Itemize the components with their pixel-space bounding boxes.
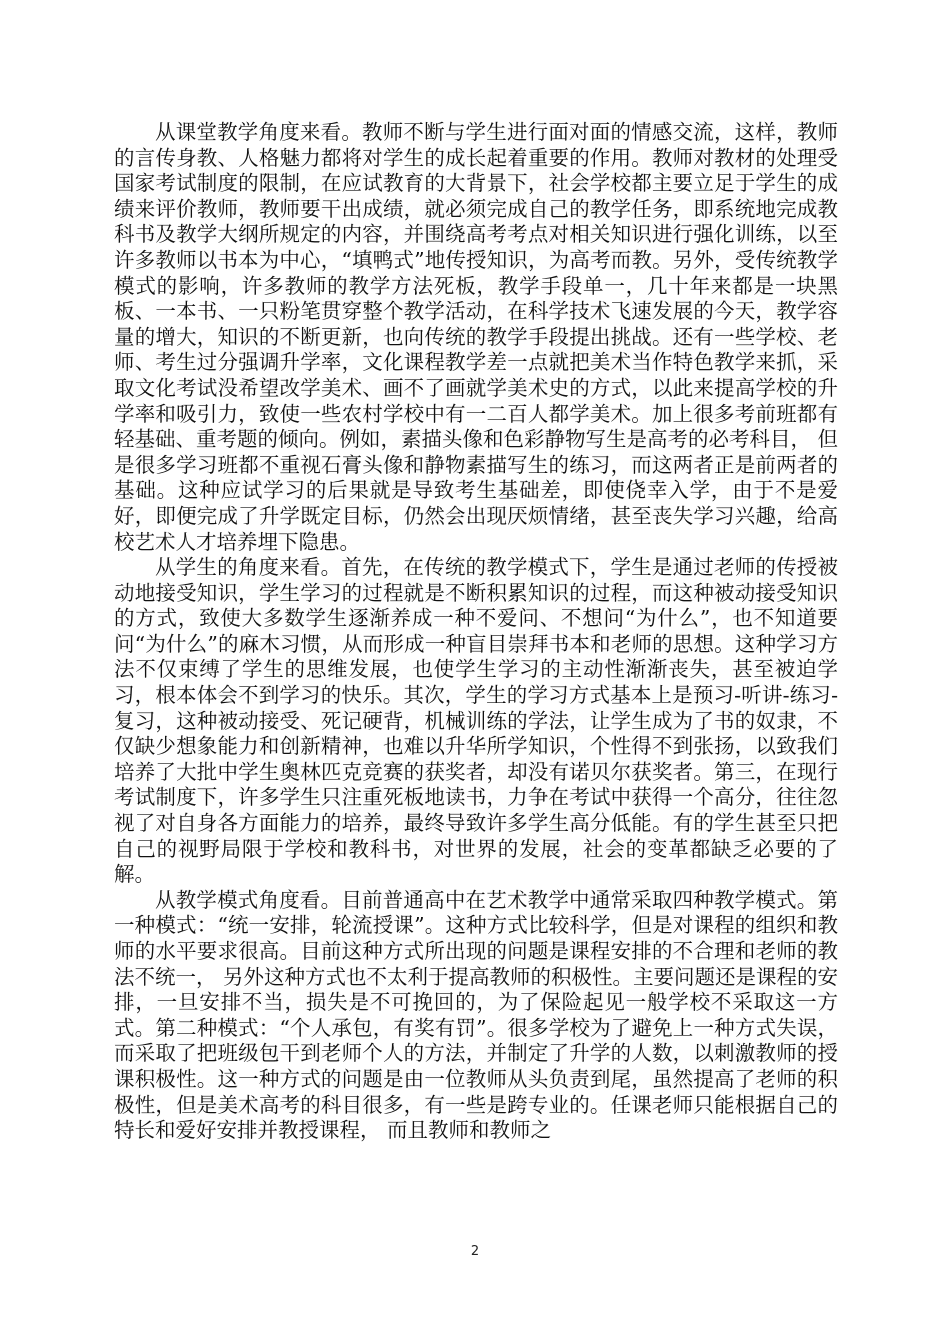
body-text — [114, 120, 838, 1144]
paragraph-teaching-model: 从教学模式角度看。目前普通高中在艺术教学中通常采取四种教学模式。第一种模式：“统一安排，轮流授课”。这种方式比较科学，但是对课程的组织和教师的水平要求很高。目前这种方式所出现的问题是课程安排的不合理和老师的教法不统一， 另外这种方式也不太利于提高教师的积极性。主要问题还是课程的安排，一旦安排不当，损失是不可挽回的，为了保险起见一般学校不采取这一方式。第二种模式：“个人承包，有奖有罚”。很多学校为了避免上一种方式失误，而采取了把班级包干到老师个人的方法，并制定了升学的人数，以刺激教师的授课积极性。这一种方式的问题是由一位教师从头负责到尾，虽然提高了老师的积极性，但是美术高考的科目很多，有一些是跨专业的。任课老师只能根据自己的特长和爱好安排并教授课程， 而且教师和教师之 — [114, 887, 839, 1143]
paragraph-student-perspective: 从学生的角度来看。首先，在传统的教学模式下，学生是通过老师的传授被动地接受知识，学生学习的过程就是不断积累知识的过程，而这种被动接受知识的方式，致使大多数学生逐渐养成一种不爱问、不想问“为什么”，也不知道要问“为什么”的麻木习惯，从而形成一种盲目崇拜书本和老师的思想。这种学习方法不仅束缚了学生的思维发展，也使学生学习的主动性渐渐丧失，甚至被迫学习，根本体会不到学习的快乐。其次，学生的学习方式基本上是预习-听讲-练习-复习，这种被动接受、死记硬背，机械训练的学法，让学生成为了书的奴隶，不仅缺少想象能力和创新精神，也难以升华所学知识，个性得不到张扬，以致我们培养了大批中学生奥林匹克竞赛的获奖者，却没有诺贝尔获奖者。第三，在现行考试制度下，许多学生只注重死板地读书，力争在考试中获得一个高分，往往忽视了对自身各方面能力的培养，最终导致许多学生高分低能。有的学生甚至只把自己的视野局限于学校和教科书，对世界的发展，社会的变革都缺乏必要的了解。 — [114, 555, 838, 887]
paragraph-classroom-teaching: 从课堂教学角度来看。教师不断与学生进行面对面的情感交流，这样，教师的言传身教、人格魅力都将对学生的成长起着重要的作用。教师对教材的处理受国家考试制度的限制，在应试教育的大背景下，社会学校都主要立足于学生的成绩来评价教师，教师要干出成绩，就必须完成自己的教学任务，即系统地完成教科书及教学大纲所规定的内容，并围绕高考考点对相关知识进行强化训练，以至许多教师以书本为中心，“填鸭式”地传授知识，为高考而教。另外，受传统教学模式的影响，许多教师的教学方法死板，教学手段单一，几十年来都是一块黑板、一本书、一只粉笔贯穿整个教学活动，在科学技术飞速发展的今天，教学容量的增大，知识的不断更新，也向传统的教学手段提出挑战。还有一些学校、老师、考生过分强调升学率，文化课程教学差一点就把美术当作特色教学来抓，采取文化考试没希望改学美术、画不了画就学美术史的方式，以此来提高学校的升学率和吸引力，致使一些农村学校中有一二百人都学美术。加上很多考前班都有轻基础、重考题的倾向。例如，素描头像和色彩静物写生是高考的必考科目， 但是很多学习班都不重视石膏头像和静物素描写生的练习，而这两者正是前两者的基础。这种应试学习的后果就是导致考生基础差，即使侥幸入学，由于不是爱好，即便完成了升学既定目标，仍然会出现厌烦情绪，甚至丧失学习兴趣，给高校艺术人才培养埋下隐患。 — [114, 120, 839, 554]
page-number: 2 — [470, 1244, 480, 1259]
